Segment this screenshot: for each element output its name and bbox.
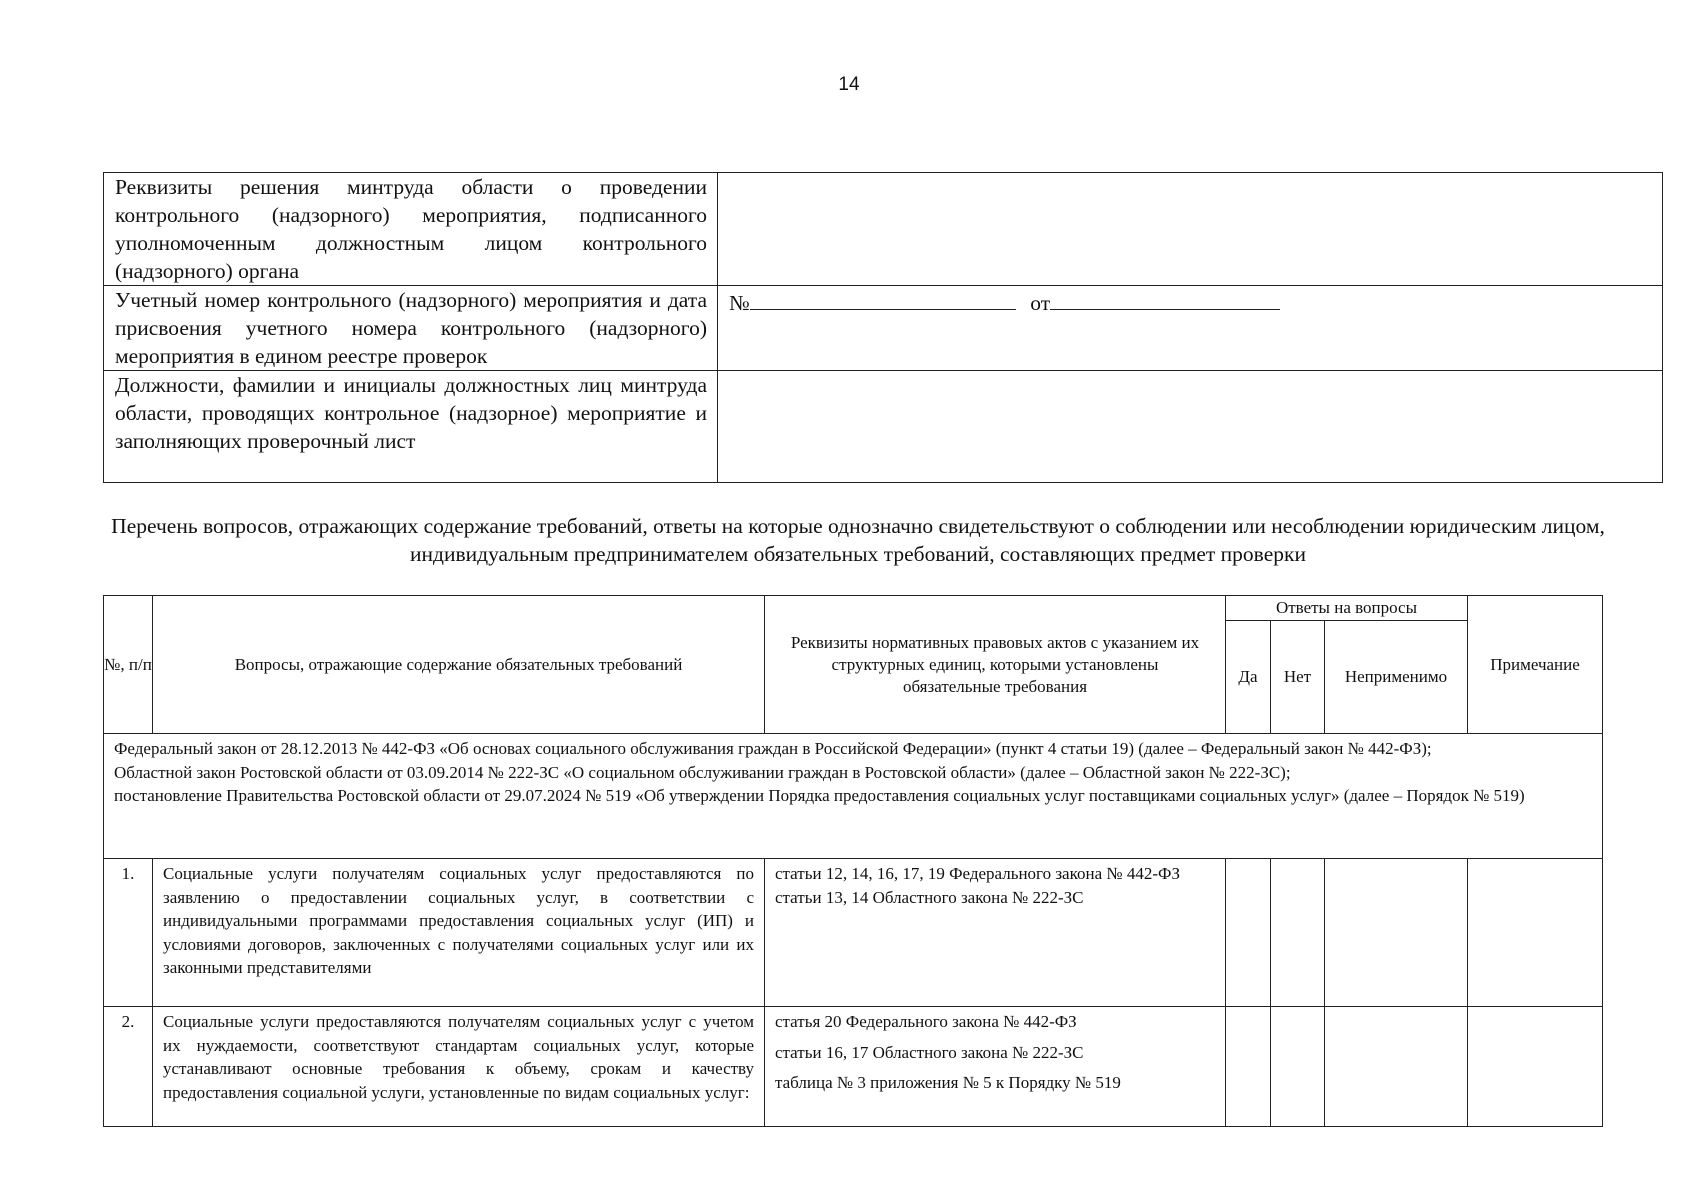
number-prefix: №: [729, 291, 750, 315]
legal-basis-intro: [104, 734, 1603, 859]
registration-number-line: [729, 286, 1652, 317]
answer-yes-cell[interactable]: [1226, 859, 1271, 1007]
header-requisites: Реквизиты нормативных правовых актов с указанием их структурных единиц, которыми установлены обязательные требования: [765, 596, 1226, 734]
page-number: 14: [838, 74, 860, 95]
info-label-decision: Реквизиты решения минтруда области о проведении контрольного (надзорного) мероприятия, подписанного уполномоченным должностным лицом контрольного (надзорного) органа: [104, 173, 718, 286]
header-answers-group: Ответы на вопросы: [1226, 596, 1468, 621]
checklist-table: [103, 595, 1603, 1127]
intro-line: постановление Правительства Ростовской области от 29.07.2024 № 519 «Об утверждении Порядка предоставления социальных услуг поставщиками социальных услуг» (далее – Порядок № 519): [114, 786, 1525, 805]
row-number: 1.: [104, 859, 153, 1007]
note-cell[interactable]: [1468, 859, 1603, 1007]
ref-line: статья 20 Федерального закона № 442-ФЗ: [775, 1012, 1077, 1031]
checklist-header-row-1: [104, 596, 1603, 621]
registration-date-field[interactable]: [1050, 287, 1280, 310]
info-row-decision: [104, 173, 1663, 286]
ref-line: статьи 12, 14, 16, 17, 19 Федерального закона № 442-ФЗ: [775, 864, 1180, 883]
date-prefix: от: [1030, 291, 1051, 315]
info-label-registration: Учетный номер контрольного (надзорного) мероприятия и дата присвоения учетного номера контрольного (надзорного) мероприятия в едином реестре проверок: [104, 286, 718, 371]
row-requisites: [765, 1007, 1226, 1127]
row-number: 2.: [104, 1007, 153, 1127]
intro-line: Областной закон Ростовской области от 03.09.2014 № 222-ЗС «О социальном обслуживании граждан в Ростовской области» (далее – Областной закон № 222-ЗС);: [114, 762, 1291, 782]
info-row-registration: [104, 286, 1663, 371]
intro-line: Федеральный закон от 28.12.2013 № 442-ФЗ «Об основах социального обслуживания граждан в Российской Федерации» (пункт 4 статьи 19) (далее – Федеральный закон № 442-ФЗ);: [114, 739, 1432, 758]
header-no: Нет: [1271, 621, 1325, 734]
row-question: Социальные услуги получателям социальных услуг предоставляются по заявлению о предоставлении социальных услуг, в соответствии с индивидуальными программами предоставления социальных услуг (ИП) и условиями договоров, заключенных с получателями социальных услуг или их законными представителями: [153, 859, 765, 1007]
table-row: [104, 1007, 1603, 1127]
info-row-officials: [104, 371, 1663, 483]
info-value-decision[interactable]: [718, 173, 1663, 286]
ref-line: статьи 13, 14 Областного закона № 222-ЗС: [775, 887, 1084, 907]
answer-no-cell[interactable]: [1271, 859, 1325, 1007]
checklist-heading: Перечень вопросов, отражающих содержание требований, ответы на которые однозначно свидетельствуют о соблюдении или несоблюдении юридическим лицом, индивидуальным предпринимателем обязательных требований, составляющих предмет проверки: [111, 514, 1605, 566]
answer-na-cell[interactable]: [1325, 1007, 1468, 1127]
table-row: [104, 859, 1603, 1007]
header-num: №, п/п: [104, 596, 153, 734]
row-requisites: [765, 859, 1226, 1007]
answer-yes-cell[interactable]: [1226, 1007, 1271, 1127]
header-na: Неприменимо: [1325, 621, 1468, 734]
info-label-officials: Должности, фамилии и инициалы должностных лиц минтруда области, проводящих контрольное (надзорное) мероприятие и заполняющих проверочный лист: [104, 371, 718, 483]
row-question: Социальные услуги предоставляются получателям социальных услуг с учетом их нуждаемости, соответствуют стандартам социальных услуг, которые устанавливают основные требования к объему, срокам и качеству предоставления социальной услуги, установленные по видам социальных услуг:: [153, 1007, 765, 1127]
checklist-intro-row: [104, 734, 1603, 859]
inspection-info-table: [103, 172, 1663, 483]
answer-no-cell[interactable]: [1271, 1007, 1325, 1127]
header-note: Примечание: [1468, 596, 1603, 734]
header-yes: Да: [1226, 621, 1271, 734]
note-cell[interactable]: [1468, 1007, 1603, 1127]
info-value-registration: [718, 286, 1663, 371]
answer-na-cell[interactable]: [1325, 859, 1468, 1007]
info-value-officials[interactable]: [718, 371, 1663, 483]
header-question: Вопросы, отражающие содержание обязательных требований: [153, 596, 765, 734]
ref-line: статьи 16, 17 Областного закона № 222-ЗС: [775, 1042, 1084, 1062]
ref-line: таблица № 3 приложения № 5 к Порядку № 519: [775, 1073, 1121, 1092]
registration-number-field[interactable]: [750, 287, 1016, 310]
